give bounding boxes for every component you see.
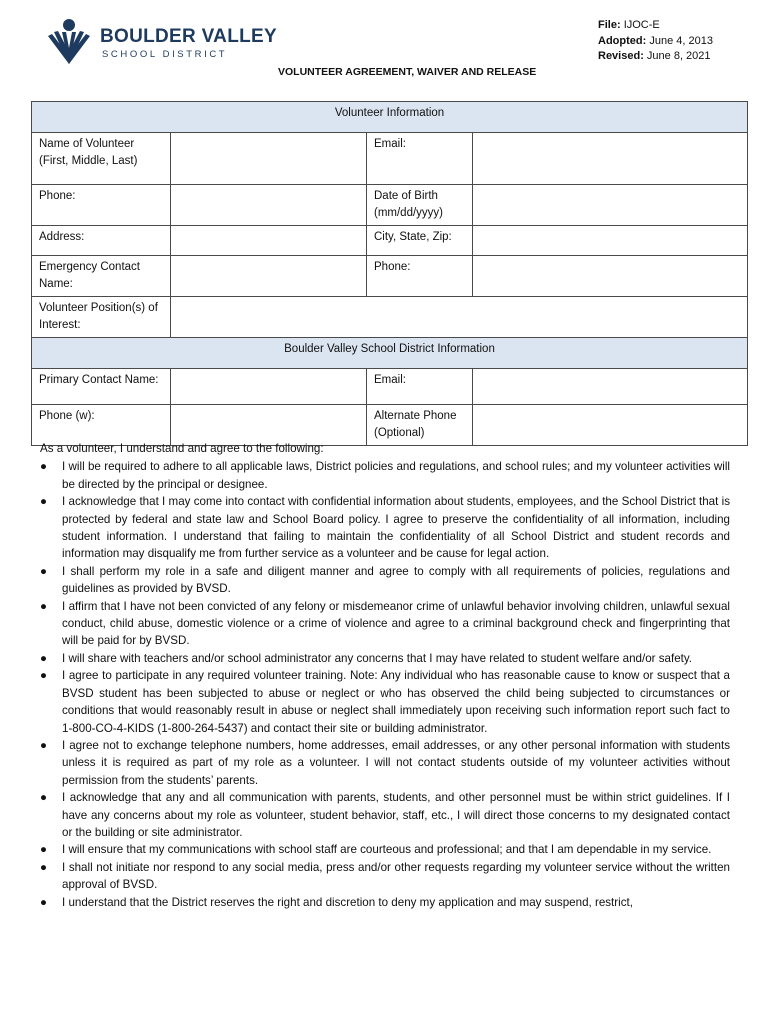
adopted-label: Adopted: [598,34,647,47]
bullet-icon: ● [40,669,48,683]
volunteer-name-label: Name of Volunteer (First, Middle, Last) [32,133,171,185]
emergency-phone-label: Phone: [367,256,473,297]
volunteer-name-field[interactable] [171,133,367,185]
bullet-icon: ● [40,843,48,857]
agreement-item: ● I understand that the District reserves the right and discretion to deny my application and may suspend, restrict, [40,894,730,911]
city-state-zip-label: City, State, Zip: [367,226,473,256]
adopted-value: June 4, 2013 [649,34,713,47]
district-email-label: Email: [367,369,473,405]
revised-label: Revised: [598,50,644,62]
agreement-list [40,458,730,911]
file-label: File: [598,19,621,31]
agreement-item: ● I agree not to exchange telephone numbers, home addresses, email addresses, or any other personal information with students unless it is required as part of my role as a volunteer. I will not contact students outside of my volunteer activities without permission from the students’ parents. [40,738,730,787]
primary-contact-field[interactable] [171,369,367,405]
volunteer-phone-field[interactable] [171,185,367,226]
emergency-contact-label: Emergency Contact Name: [32,256,171,297]
address-field[interactable] [171,226,367,256]
agreement-item: ● I affirm that I have not been convicted of any felony or misdemeanor crime of unlawful behavior involving children, unlawful sexual conduct, child abuse, domestic violence or a crime of violence and agree to a criminal background check and fingerprinting that will be paid for by BVSD. [40,599,730,648]
bullet-icon: ● [40,738,48,752]
bullet-icon: ● [40,460,48,474]
logo-name: BOULDER VALLEY [100,26,277,47]
position-interest-label: Volunteer Position(s) of Interest: [32,297,171,338]
volunteer-phone-label: Phone: [32,185,171,226]
agreement-item: ● I acknowledge that I may come into contact with confidential information about students, employees, and the School District that is protected by federal and state law and School Board policy. I agree to preserve the confidentiality of all information, including student information. I understand that failing to maintain the confidentiality of all School District and student records and information may disqualify me from further service as a volunteer and be cause for legal action. [40,495,730,561]
work-phone-label: Phone (w): [32,405,171,446]
agreement-item: ● I will be required to adhere to all applicable laws, District policies and regulations, and school rules; and my volunteer activities will be directed by the principal or designee. [40,460,730,491]
agreement-intro: As a volunteer, I understand and agree to the following: [40,442,324,455]
volunteer-form-table [31,101,748,446]
file-line [598,18,713,34]
file-value: IJOC-E [623,19,660,31]
volunteer-info-heading: Volunteer Information [32,102,748,133]
district-email-field[interactable] [473,369,748,405]
primary-contact-label: Primary Contact Name: [32,369,171,405]
agreement-item: ● I will share with teachers and/or school administrator any concerns that I may have related to student welfare and/or safety. [40,650,730,667]
emergency-contact-field[interactable] [171,256,367,297]
bullet-icon: ● [40,651,48,665]
bullet-icon: ● [40,860,48,874]
document-meta [598,18,713,65]
bullet-icon: ● [40,564,48,578]
agreement-item: ● I acknowledge that any and all communication with parents, students, and other personnel must be within strict guidelines. If I have any concerns about my role as volunteer, student behavior, staff, etc., I will direct those concerns to my designated contact or the building or site administrator. [40,791,730,839]
dob-label: Date of Birth (mm/dd/yyyy) [367,185,473,226]
city-state-zip-field[interactable] [473,226,748,256]
agreement-text [40,440,730,911]
bullet-icon: ● [40,495,48,509]
alternate-phone-label: Alternate Phone (Optional) [367,405,473,446]
dob-field[interactable] [473,185,748,226]
district-logo [42,18,277,68]
document-title: VOLUNTEER AGREEMENT, WAIVER AND RELEASE [278,66,537,78]
adopted-line [598,34,713,50]
bullet-icon: ● [40,599,48,613]
bullet-icon: ● [40,791,48,805]
revised-value: June 8, 2021 [646,50,711,62]
agreement-item: ● I shall not initiate nor respond to any social media, press and/or other requests regarding my volunteer service without the written approval of BVSD. [40,860,730,892]
revised-line [598,49,713,65]
address-label: Address: [32,226,171,256]
volunteer-email-label: Email: [367,133,473,185]
volunteer-email-field[interactable] [473,133,748,185]
logo-subtitle: SCHOOL DISTRICT [102,49,228,60]
emergency-phone-field[interactable] [473,256,748,297]
hands-leaf-icon [42,18,96,68]
agreement-item: ● I will ensure that my communications with school staff are courteous and professional; and that I am dependable in my service. [40,841,730,858]
agreement-item: ● I agree to participate in any required volunteer training. Note: Any individual who has reasonable cause to know or suspect that a BVSD student has been subjected to abuse or neglect or who has observed the child being subjected to circumstances or conditions that would reasonably result in abuse or neglect shall immediately upon receiving such information report such fact to 1-800-CO-4-KIDS (1-800-264-5437) and contact their site or building administrator. [40,669,730,735]
agreement-item: ● I shall perform my role in a safe and diligent manner and agree to comply with all requirements of policies, regulations and guidelines as provided by BVSD. [40,564,730,596]
position-interest-field[interactable] [171,297,748,338]
district-info-heading: Boulder Valley School District Information [32,338,748,369]
bullet-icon: ● [40,895,48,909]
